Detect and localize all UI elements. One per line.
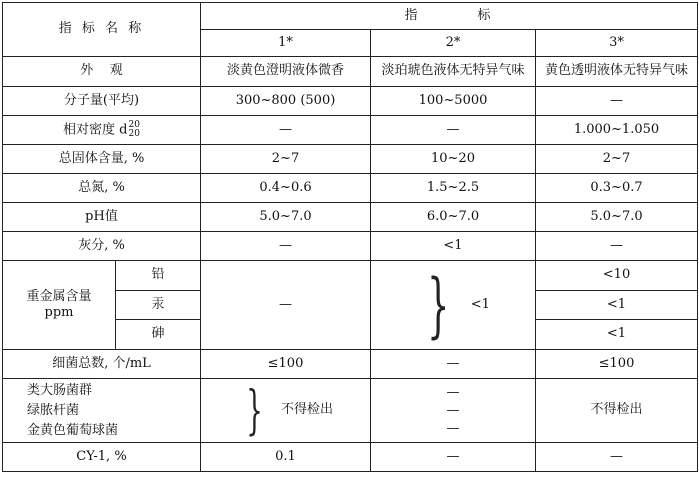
cell: <10 — [536, 261, 698, 291]
table-row-total-nitrogen — [3, 174, 698, 203]
cell: 不得检出 — [536, 379, 698, 443]
row-label: CY-1, % — [3, 443, 201, 472]
table-row-bacteria — [3, 350, 698, 379]
density-sup: 20 — [128, 120, 140, 130]
cell: 100~5000 — [371, 87, 536, 116]
row-label: 分子量(平均) — [3, 87, 201, 116]
table-row-molecular-weight — [3, 87, 698, 116]
cell: 淡珀琥色液体无特异气味 — [371, 57, 536, 87]
sub-label-mercury: 汞 — [116, 291, 201, 320]
header-col-2: 2* — [371, 30, 536, 57]
heavy-metals-label-line1: 重金属含量 — [26, 289, 92, 304]
cell: <1 — [536, 320, 698, 350]
cell: — — [446, 420, 460, 436]
pathogen-line3: 金黄色葡萄球菌 — [27, 422, 119, 438]
cell: 1.000~1.050 — [536, 116, 698, 145]
cell: — — [371, 350, 536, 379]
heavy-metals-col2 — [371, 261, 536, 350]
cell: 2~7 — [536, 145, 698, 174]
pathogens-col2 — [371, 379, 536, 443]
row-label: 总固体含量, % — [3, 145, 201, 174]
table-row-relative-density — [3, 116, 698, 145]
row-label: pH值 — [3, 203, 201, 232]
cell: — — [536, 87, 698, 116]
cell: — — [446, 402, 460, 418]
header-col-3: 3* — [536, 30, 698, 57]
table-row-total-solids — [3, 145, 698, 174]
table-row-appearance — [3, 57, 698, 87]
table-row-cy1 — [3, 443, 698, 472]
cell: 0.4~0.6 — [201, 174, 371, 203]
cell: — — [201, 261, 371, 350]
cell: 5.0~7.0 — [201, 203, 371, 232]
sub-label-lead: 铅 — [116, 261, 201, 291]
cell: — — [536, 443, 698, 472]
cell: — — [371, 443, 536, 472]
heavy-metals-label — [3, 261, 116, 350]
cell: 0.3~0.7 — [536, 174, 698, 203]
pathogen-line2: 绿脓杆菌 — [27, 402, 80, 418]
table-row-ph — [3, 203, 698, 232]
cell: — — [446, 384, 460, 400]
cell: 10~20 — [371, 145, 536, 174]
density-label: 相对密度 d — [63, 122, 128, 138]
cell: — — [201, 116, 371, 145]
table-row-ash — [3, 232, 698, 261]
header-indicator-group: 指 标 — [201, 3, 698, 30]
cell: <1 — [371, 232, 536, 261]
cell: <1 — [536, 291, 698, 320]
table-row-heavy-metals-lead — [3, 261, 698, 291]
cell: — — [371, 116, 536, 145]
heavy-metals-label-line2: ppm — [44, 305, 74, 320]
cell: 1.5~2.5 — [371, 174, 536, 203]
cell: <1 — [470, 296, 490, 312]
header-indicator-name: 指 标 名 称 — [3, 3, 201, 57]
row-label: 总氮, % — [3, 174, 201, 203]
row-label: 灰分, % — [3, 232, 201, 261]
cell: ≤100 — [201, 350, 371, 379]
brace-icon: } — [427, 264, 450, 346]
header-col-1: 1* — [201, 30, 371, 57]
cell: ≤100 — [536, 350, 698, 379]
cell: 淡黄色澄明液体微香 — [201, 57, 371, 87]
pathogens-col1 — [201, 379, 371, 443]
sub-label-arsenic: 砷 — [116, 320, 201, 350]
pathogen-line1: 类大肠菌群 — [27, 382, 93, 398]
cell: — — [201, 232, 371, 261]
pathogens-label — [3, 379, 201, 443]
cell: 黄色透明液体无特异气味 — [536, 57, 698, 87]
cell: 0.1 — [201, 443, 371, 472]
row-label: 外 观 — [3, 57, 201, 87]
cell: 6.0~7.0 — [371, 203, 536, 232]
brace-icon: } — [246, 380, 263, 441]
cell: 5.0~7.0 — [536, 203, 698, 232]
row-label: 细菌总数, 个/mL — [3, 350, 201, 379]
specification-table — [2, 2, 698, 472]
cell: 不得检出 — [281, 402, 334, 418]
row-label — [3, 116, 201, 145]
cell: 2~7 — [201, 145, 371, 174]
table-row-pathogens — [3, 379, 698, 443]
cell: — — [536, 232, 698, 261]
density-sub: 20 — [128, 129, 140, 139]
cell: 300~800 (500) — [201, 87, 371, 116]
